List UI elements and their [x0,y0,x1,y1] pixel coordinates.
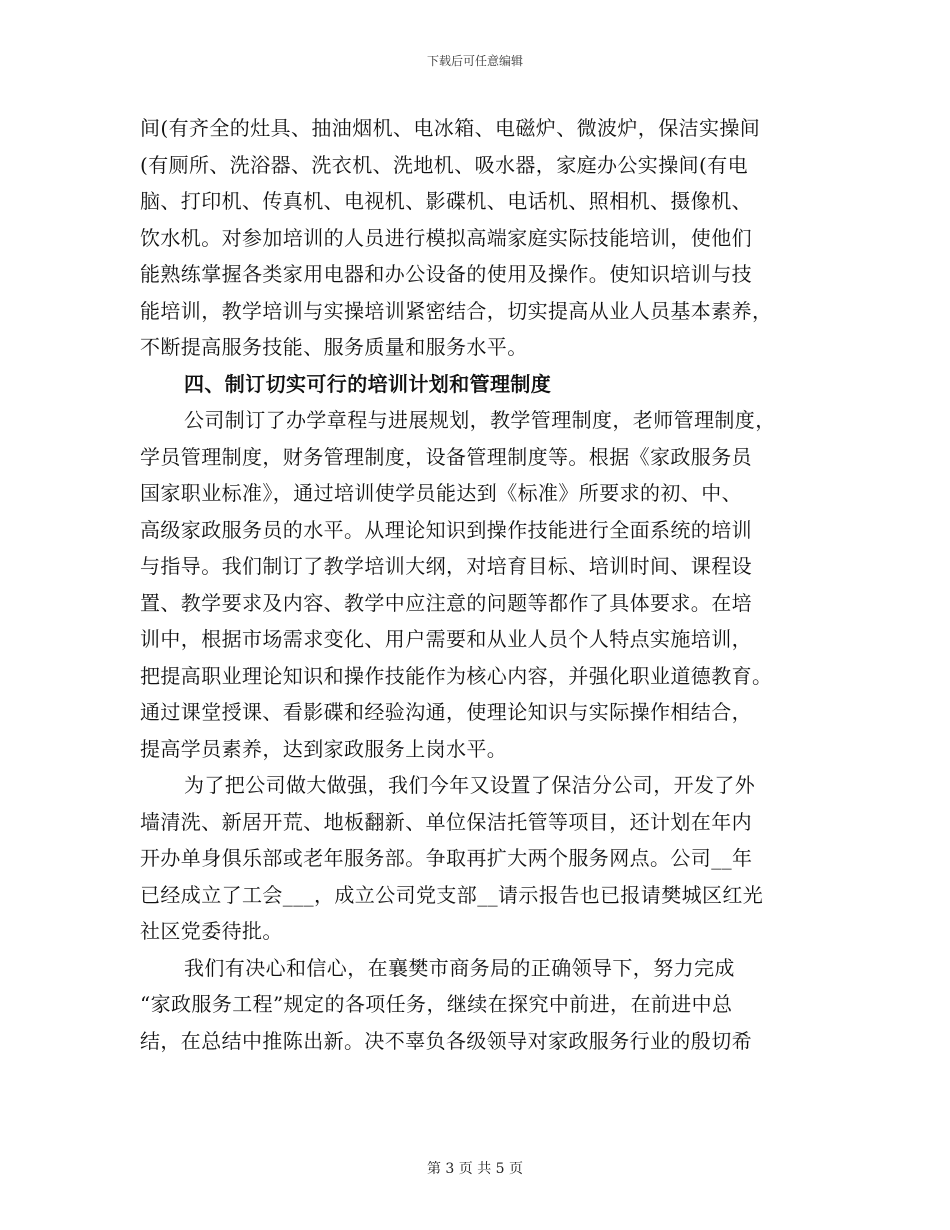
page-footer: 第 3 页 共 5 页 [426,1161,524,1177]
text-line: 国家职业标准》，通过培训使学员能达到《标准》所要求的初、中、 [140,481,742,505]
text-line: 社区党委待批。 [140,919,283,943]
text-line: 间(有齐全的灶具、抽油烟机、电冰箱、电磁炉、微波炉，保洁实操间 [140,116,761,140]
text-line: 把提高职业理论知识和操作技能作为核心内容，并强化职业道德教育。 [140,663,773,688]
text-line: 与指导。我们制订了教学培训大纲，对培育目标、培训时间、课程设 [140,554,752,578]
text-line: 置、教学要求及内容、教学中应注意的问题等都作了具体要求。在培 [140,590,752,615]
text-line: 墙清洗、新居开荒、地板翻新、单位保洁托管等项目，还计划在年内 [140,809,752,834]
text-line: 提高学员素养，达到家政服务上岗水平。 [140,736,508,761]
text-line: 脑、打印机、传真机、电视机、影碟机、电话机、照相机、摄像机、 [140,189,752,213]
text-line: 为了把公司做大做强，我们今年又设置了保洁分公司，开发了外 [184,773,756,797]
text-line: 饮水机。对参加培训的人员进行模拟高端家庭实际技能培训，使他们 [140,225,752,250]
section-heading: 四、制订切实可行的培训计划和管理制度 [184,371,552,396]
text-line: 我们有决心和信心，在襄樊市商务局的正确领导下，努力完成 [184,955,735,980]
page-header: 下载后可任意编辑 [426,54,523,68]
text-line: (有厕所、洗浴器、洗衣机、洗地机、吸水器，家庭办公实操间(有电 [140,152,749,177]
text-line: “家政服务工程”规定的各项任务，继续在探究中前进，在前进中总 [140,992,733,1016]
text-line: 不断提高服务技能、服务质量和服务水平。 [140,335,528,359]
text-line: 能培训，教学培训与实操培训紧密结合，切实提高从业人员基本素养， [140,298,773,323]
text-line: 结，在总结中推陈出新。决不辜负各级领导对家政服务行业的殷切希 [140,1028,752,1053]
text-line: 公司制订了办学章程与进展规划，教学管理制度，老师管理制度， [184,408,776,432]
text-line: 学员管理制度，财务管理制度，设备管理制度等。根据《家政服务员 [140,444,752,469]
text-line: 能熟练掌握各类家用电器和办公设备的使用及操作。使知识培训与技 [140,262,752,286]
text-line: 通过课堂授课、看影碟和经验沟通，使理论知识与实际操作相结合， [140,700,752,724]
document-body [140,110,820,1059]
text-line: 高级家政服务员的水平。从理论知识到操作技能进行全面系统的培训 [140,517,752,542]
text-line: 训中，根据市场需求变化、用户需要和从业人员个人特点实施培训， [140,627,752,651]
text-line: 已经成立了工会___，成立公司党支部__请示报告也已报请樊城区红光 [140,882,764,907]
text-line: 开办单身俱乐部或老年服务部。争取再扩大两个服务网点。公司__年 [140,846,753,870]
